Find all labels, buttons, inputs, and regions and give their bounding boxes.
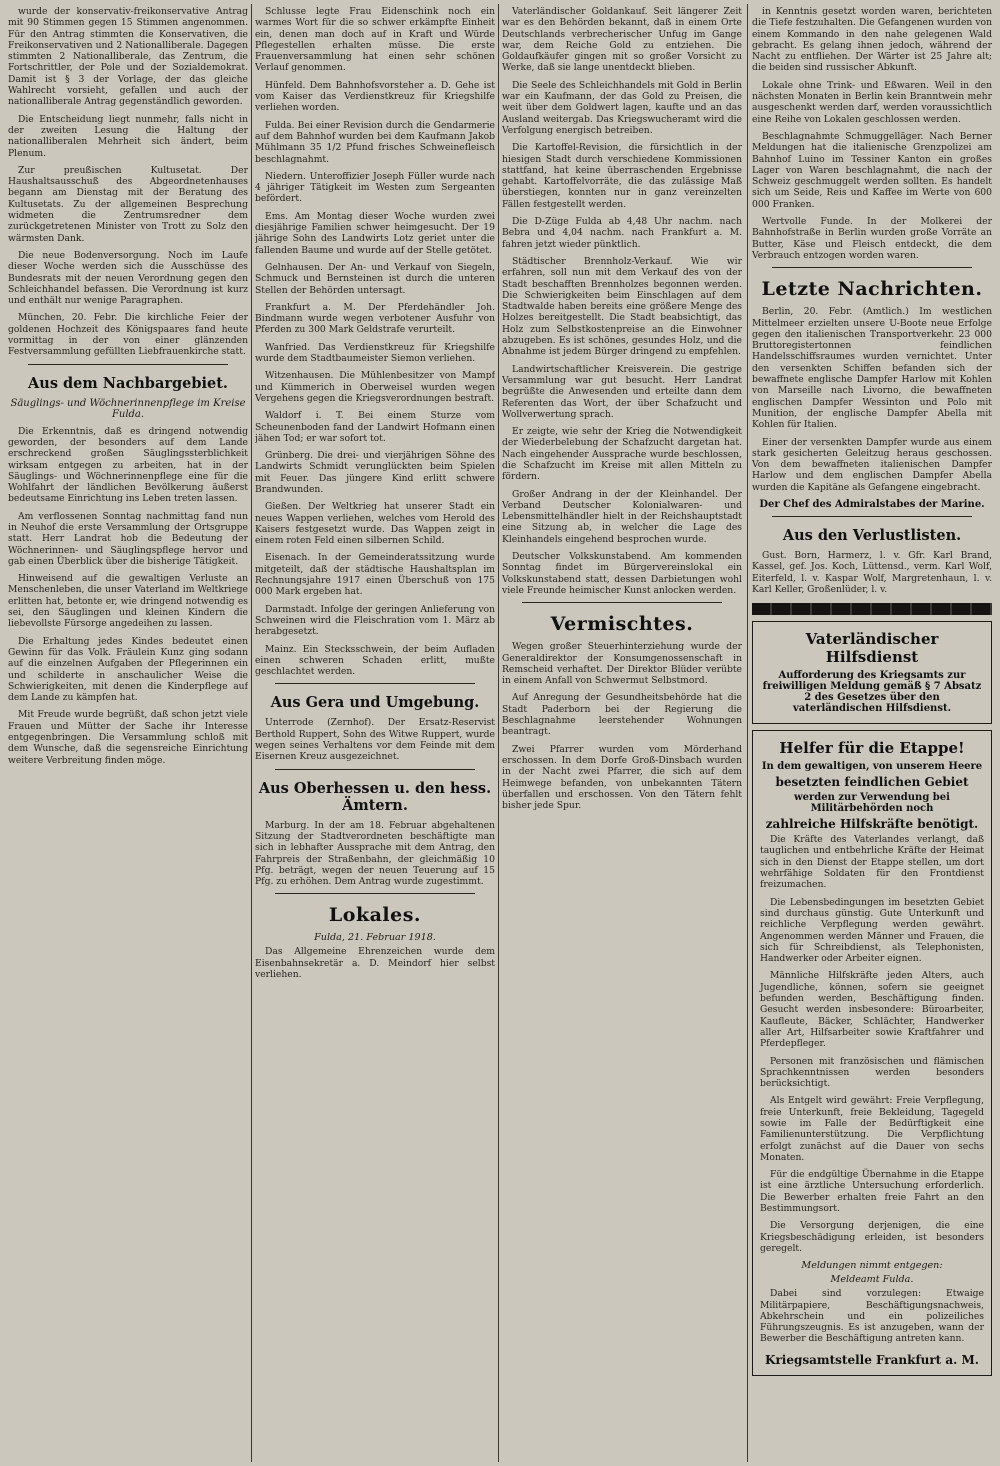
dateline: Fulda, 21. Februar 1918. — [314, 932, 436, 944]
etappe-emph: besetzten feindlichen Gebiet — [775, 775, 969, 790]
article-paragraph: Hünfeld. Dem Bahnhofsvorsteher a. D. Gehe ist vom Kaiser das Verdienstkreuz für Kriegshilfe verliehen worden. — [255, 79, 495, 114]
article-paragraph: in Kenntnis gesetzt worden waren, berichteten die Tiefe festzuhalten. Die Gefangenen wurden von einem Kommando in den nahe gelegenen Wald gebracht. Es gelang ihnen jedoch, während der Nacht zu entfliehen. Der Wärter ist 25 Jahre alt; die beiden sind russischer Abkunft. — [752, 6, 992, 74]
column-4 — [752, 6, 992, 1460]
article-paragraph: Einer der versenkten Dampfer wurde aus einem stark gesicherten Geleitzug heraus geschossen. Von dem bewaffneten italienischen Dampfer Harlow und dem englischen Dampfer Abella wurden die Kapitäne als Gefangene eingebracht. — [752, 436, 992, 493]
section-heading-letzte-nachrichten: Letzte Nachrichten. — [761, 278, 983, 301]
etappe-meldeamt: Meldeamt Fulda. — [830, 1274, 914, 1286]
article-paragraph: Städtischer Brennholz-Verkauf. Wie wir erfahren, soll nun mit dem Verkauf des von der Stadt beschafften Brennholzes begonnen werden. Die Schwierigkeiten beim Einschlagen auf dem Stadtwalde haben bereits eine größere Menge des Holzes bereitgestellt. Die Stadt beabsichtigt, das Holz zum Selbstkostenpreise an die Einwohner abzugeben. Es ist schönes, gesundes Holz, und die Abnahme ist jedem Bürger dringend zu empfehlen. — [502, 255, 742, 358]
section-heading-nachbargebiet: Aus dem Nachbargebiet. — [28, 374, 228, 392]
article-paragraph: Mit Freude wurde begrüßt, daß schon jetzt viele Frauen und Mütter der Sache ihr Interesse entgegenbringen. Die Versammlung schloß mit dem Wunsche, daß die segensreiche Einrichtung weitere Verbreitung finden möge. — [8, 709, 248, 766]
article-paragraph: wurde der konservativ-freikonservative Antrag mit 90 Stimmen gegen 15 Stimmen angenommen. Für den Antrag stimmten die Konservativen, die Freikonservativen und 2 Nationalliberale. Dagegen stimmten 2 Nationalliberale, das Zentrum, die Fortschrittler, der Pole und der Sozialdemokrat. Damit ist § 3 der Vorlage, der das gleiche Wahlrecht vorsieht, gefallen und auch der nationalliberale Antrag gegenständlich geworden. — [8, 6, 248, 108]
article-paragraph: Schlusse legte Frau Eidenschink noch ein warmes Wort für die so schwer erkämpfte Einheit ein, denen man doch auf in Kraft und Würde Pflegestellen erhalten müsse. Die erste Frauenversammlung hat einen sehr schönen Verlauf genommen. — [255, 6, 495, 74]
article-paragraph: Am verflossenen Sonntag nachmittag fand nun in Neuhof die erste Versammlung der Ortsgruppe statt. Herr Landrat hob die Bedeutung der Wöchnerinnen- und Säuglingspflege hervor und gab einen Überblick über die bisherige Tätigkeit. — [8, 510, 248, 567]
separator — [522, 602, 722, 603]
article-paragraph: Das Allgemeine Ehrenzeichen wurde dem Eisenbahnsekretär a. D. Meindorf hier selbst verliehen. — [255, 946, 495, 980]
article-paragraph: Lokale ohne Trink- und Eßwaren. Weil in den nächsten Monaten in Berlin kein Branntwein mehr ausgeschenkt werden darf, werden voraussichtlich eine Reihe von Lokalen geschlossen werden. — [752, 79, 992, 125]
etappe-emph2: zahlreiche Hilfskräfte benötigt. — [765, 817, 979, 832]
article-paragraph: Die Erhaltung jedes Kindes bedeutet einen Gewinn für das Volk. Fräulein Kunz ging sodann auf die einzelnen Aufgaben der Pflegerinnen ein und schilderte in anschaulicher Weise die Schwierigkeiten, mit denen die Kinderpflege auf dem Lande zu kämpfen hat. — [8, 635, 248, 704]
article-paragraph: Frankfurt a. M. Der Pferdehändler Joh. Bindmann wurde wegen verbotener Ausfuhr von Pferden zu 300 Mark Geldstrafe verurteilt. — [255, 301, 495, 336]
separator — [772, 516, 972, 517]
article-paragraph: Marburg. In der am 18. Februar abgehaltenen Sitzung der Stadtverordneten beschäftigte man sich in lebhafter Aussprache mit dem Antrag, den Fahrpreis der Straßenbahn, der gleichmäßig 10 Pfg. beträgt, wegen der neuen Teuerung auf 15 Pfg. zu erhöhen. Dem Antrag wurde zugestimmt. — [255, 819, 495, 888]
article-paragraph: Wertvolle Funde. In der Molkerei der Bahnhofstraße in Berlin wurden große Vorräte an Butter, Käse und Fleisch entdeckt, die dem Verbrauch entzogen worden waren. — [752, 216, 992, 261]
hilfsdienst-box — [752, 621, 992, 724]
section-heading-lokales: Lokales. — [328, 904, 422, 927]
hilfsdienst-title: Vaterländischer Hilfsdienst — [805, 630, 939, 667]
article-paragraph: Zur preußischen Kultusetat. Der Haushaltsausschuß des Abgeordnetenhauses begann am Dienstag mit der Beratung des Kultusetats. Zu der allgemeinen Besprechung widmeten die Zentrumsredner dem zurückgetretenen Minister von Trott zu Solz den wärmsten Dank. — [8, 164, 248, 244]
article-paragraph: Die Kartoffel-Revision, die fürsichtlich in der hiesigen Stadt durch verschiedene Kommissionen stattfand, hat keine überraschenden Ergebnisse gehabt. Kartoffelvorräte, die das zulässige Maß überstiegen, konnten nur in ganz vereinzelten Fällen festgestellt werden. — [502, 142, 742, 210]
article-paragraph: Eisenach. In der Gemeinderatssitzung wurde mitgeteilt, daß der städtische Haushaltsplan im Rechnungsjahre 1917 einen Überschuß von 175 000 Mark ergeben hat. — [255, 552, 495, 598]
hilfsdienst-subtitle: Aufforderung des Kriegsamts zur freiwilligen Meldung gemäß § 7 Absatz 2 des Gesetzes über den vaterländischen Hilfsdienst. — [762, 670, 982, 715]
article-paragraph: Hinweisend auf die gewaltigen Verluste an Menschenleben, die unser Vaterland im Weltkriege erlitten hat, betonte er, wie dringend notwendig es sei, den Säuglingen und kleinen Kindern die liebevollste Fürsorge angedeihen zu lassen. — [8, 573, 248, 630]
article-paragraph: Die Seele des Schleichhandels mit Gold in Berlin war ein Kaufmann, der das Gold zu Preisen, die weit über dem Goldwert lagen, kaufte und an das Ausland weitergab. Das Kriegswucheramt wird die Verfolgung energisch betreiben. — [502, 79, 742, 136]
separator — [28, 364, 228, 365]
separator — [772, 267, 972, 268]
article-paragraph: Die Erkenntnis, daß es dringend notwendig geworden, der besonders auf dem Lande erschreckend großen Säuglingssterblichkeit wirksam entgegen zu arbeiten, hat in der Säuglings- und Wöchnerinnenpflege eine für die Wohlfahrt der ländlichen Bevölkerung äußerst bedeutsame Einrichtung ins Leben treten lassen. — [8, 425, 248, 505]
etappe-paragraph: Die Kräfte des Vaterlandes verlangt, daß tauglichen und entbehrliche Kräfte der Heimat sich in den Dienst der Etappe stellen, um dort wehrfähige Soldaten für den Frontdienst freizumachen. — [760, 834, 984, 891]
etappe-meldungen: Meldungen nimmt entgegen: — [801, 1260, 943, 1272]
etappe-box — [752, 730, 992, 1376]
etappe-title: Helfer für die Etappe! — [779, 739, 965, 758]
article-paragraph: Grünberg. Die drei- und vierjährigen Söhne des Landwirts Schmidt verunglückten beim Spielen mit Feuer. Das jüngere Kind erlitt schwere Brandwunden. — [255, 450, 495, 495]
separator — [275, 893, 475, 894]
article-paragraph: Fulda. Bei einer Revision durch die Gendarmerie auf dem Bahnhof wurden bei dem Kaufmann Jakob Mühlmann 35 1/2 Pfund frisches Schweinefleisch beschlagnahmt. — [255, 119, 495, 165]
dark-divider-bar — [752, 603, 992, 615]
article-paragraph: Vaterländischer Goldankauf. Seit längerer Zeit war es den Behörden bekannt, daß in einem Orte Deutschlands verbrecherischer Unfug im Gange war, dem Reiche Gold zu entziehen. Die Goldaufkäufer gingen mit so großer Vorsicht zu Werke, daß sie lange unentdeckt blieben. — [502, 6, 742, 74]
article-paragraph: Mainz. Ein Stecksschwein, der beim Aufladen einen schweren Schaden erlitt, mußte geschlachtet werden. — [255, 643, 495, 678]
kriegsamt-signature: Kriegsamtstelle Frankfurt a. M. — [765, 1352, 979, 1367]
etappe-paragraph: Personen mit französischen und flämischen Sprachkenntnissen werden besonders berücksichtigt. — [760, 1055, 984, 1090]
article-paragraph: Zwei Pfarrer wurden vom Mörderhand erschossen. In dem Dorfe Groß-Dinsbach wurden in der Nacht zwei Pfarrer, die sich auf dem Heimwege befanden, von unbekannten Tätern überfallen und erschossen. Von den Tätern fehlt bisher jede Spur. — [502, 743, 742, 812]
admiralty-signature: Der Chef des Admiralstabes der Marine. — [759, 498, 985, 510]
section-subheading: Säuglings- und Wöchnerinnenpflege im Kreise Fulda. — [10, 397, 246, 420]
article-paragraph: Gießen. Der Weltkrieg hat unserer Stadt ein neues Wappen verliehen, welches vom Herold des Kaisers festgesetzt wurde. Das Wappen zeigt in einem roten Feld einen silbernen Schild. — [255, 501, 495, 547]
article-paragraph: Unterrode (Zernhof). Der Ersatz-Reservist Berthold Ruppert, Sohn des Witwe Ruppert, wurde wegen seines Verhaltens vor dem Feinde mit dem Eisernen Kreuz ausgezeichnet. — [255, 717, 495, 763]
etappe-paragraph: Für die endgültige Übernahme in die Etappe ist eine ärztliche Untersuchung erforderlich. Die Bewerber erhalten freie Fahrt an den Bestimmungsort. — [760, 1169, 984, 1215]
etappe-paragraph: Männliche Hilfskräfte jeden Alters, auch Jugendliche, können, sofern sie geeignet befunden werden, Beschäftigung finden. Gesucht werden insbesondere: Büroarbeiter, Kaufleute, Bäcker, Schlächter, Handwerker aller Art, Hilfsarbeiter sowie Kraftfahrer und Pferdepfleger. — [760, 970, 984, 1050]
column-rule — [251, 4, 252, 1462]
article-paragraph: Gelnhausen. Der An- und Verkauf von Siegeln, Schmuck und Bernsteinen ist durch die unteren Stellen der Behörden untersagt. — [255, 261, 495, 296]
article-paragraph: Deutscher Volkskunstabend. Am kommenden Sonntag findet im Bürgervereinslokal ein Volkskunstabend statt, dessen Darbietungen wohl viele Freunde heimischer Kunst anlocken werden. — [502, 551, 742, 596]
article-paragraph: Die neue Bodenversorgung. Noch im Laufe dieser Woche werden sich die Ausschüsse des Bundesrats mit der neuen Verordnung gegen den Schleichhandel befassen. Die Verordnung ist kurz und enthält nur wenige Paragraphen. — [8, 249, 248, 307]
section-heading-vermischtes: Vermischtes. — [550, 613, 694, 636]
etappe-lead: In dem gewaltigen, von unserem Heere — [761, 761, 983, 773]
column-1 — [8, 6, 248, 1460]
etappe-paragraph: Die Versorgung derjenigen, die eine Kriegsbeschädigung erleiden, ist besonders geregelt. — [760, 1220, 984, 1254]
article-paragraph: Die Entscheidung liegt nunmehr, falls nicht in der zweiten Lesung die Haltung der nationalliberalen Mehrheit sich ändert, beim Plenum. — [8, 113, 248, 159]
article-paragraph: Berlin, 20. Febr. (Amtlich.) Im westlichen Mittelmeer erzielten unsere U-Boote neue Erfolge gegen den italienischen Transportverkehr. 23 000 Bruttoregistertonnen feindlichen Handelsschiffsraumes wurden vernichtet. Unter den versenkten Schiffen befanden sich der bewaffnete englische Dampfer Harlow mit Kohlen von Marseille nach Livorno, die bewaffneten englischen Dampfer Wessinton und Polo mit Munition, der englische Dampfer Abella mit Kohlen für Italien. — [752, 306, 992, 431]
etappe-paragraph: Als Entgelt wird gewährt: Freie Verpflegung, freie Unterkunft, freie Bekleidung, Tagegeld sowie im Falle der Bedürftigkeit eine Familienunterstützung. Die Verpflichtung erfolgt zunächst auf die Dauer von sechs Monaten. — [760, 1095, 984, 1163]
article-paragraph: Waldorf i. T. Bei einem Sturze vom Scheunenboden fand der Landwirt Hofmann einen jähen Tod; er war sofort tot. — [255, 410, 495, 444]
article-paragraph: Beschlagnahmte Schmuggelläger. Nach Berner Meldungen hat die italienische Grenzpolizei am Bahnhof Luino im Tessiner Kanton ein großes Lager von Waren beschlagnahmt, die nach der Schweiz geschmuggelt werden sollten. Es handelt sich um Seide, Reis und Kaffee im Werte von 600 000 Franken. — [752, 130, 992, 210]
article-paragraph: München, 20. Febr. Die kirchliche Feier der goldenen Hochzeit des Königspaares fand heute vormittag in der von einer glänzenden Festversammlung gefüllten Liebfrauenkirche statt. — [8, 312, 248, 358]
article-paragraph: Niedern. Unteroffizier Joseph Füller wurde nach 4 jähriger Tätigkeit im Westen zum Sergeanten befördert. — [255, 170, 495, 205]
article-paragraph: Landwirtschaftlicher Kreisverein. Die gestrige Versammlung war gut besucht. Herr Landrat begrüßte die Anwesenden und erteilte dann dem Referenten das Wort, der über Schafzucht und Wollverwertung sprach. — [502, 363, 742, 420]
column-3 — [502, 6, 742, 1460]
article-paragraph: Auf Anregung der Gesundheitsbehörde hat die Stadt Paderborn bei der Regierung die Beschlagnahme leerstehender Wohnungen beantragt. — [502, 692, 742, 738]
article-paragraph: Ems. Am Montag dieser Woche wurden zwei diesjährige Familien schwer heimgesucht. Der 19 jährige Sohn des Landwirts Lotz geriet unter die fallenden Baume und wurde auf der Stelle getötet. — [255, 210, 495, 256]
article-paragraph: Großer Andrang in der der Kleinhandel. Der Verband Deutscher Kolonialwaren- und Lebensmittelhändler hielt in der Reichshauptstadt eine Sitzung ab, in welcher die Lage des Kleinhandels eingehend besprochen wurde. — [502, 488, 742, 545]
column-rule — [747, 4, 748, 1462]
etappe-paragraph: Dabei sind vorzulegen: Etwaige Militärpapiere, Beschäftigungsnachweis, Abkehrschein und ein polizeiliches Führungszeugnis. Es ist anzugeben, wann der Bewerber die Beschäftigung antreten kann. — [760, 1288, 984, 1345]
article-paragraph: Gust. Born, Harmerz, l. v. Gfr. Karl Brand, Kassel, gef. Jos. Koch, Lüttensd., verm. Karl Wolf, Eiterfeld, l. v. Kaspar Wolf, Margretenhaun, l. v. Karl Keller, Großenlüder, l. v. — [752, 549, 992, 595]
column-rule — [498, 4, 499, 1462]
section-heading-oberhessen: Aus Oberhessen u. den hess. Ämtern. — [258, 779, 492, 814]
etappe-paragraph: Die Lebensbedingungen im besetzten Gebiet sind durchaus günstig. Gute Unterkunft und reichliche Verpflegung werden gewährt. Angenommen werden Männer und Frauen, die sich für Schreibdienst, als Telephonisten, Handwerker oder Arbeiter eignen. — [760, 896, 984, 965]
separator — [275, 769, 475, 770]
separator — [275, 683, 475, 684]
article-paragraph: Wanfried. Das Verdienstkreuz für Kriegshilfe wurde dem Stadtbaumeister Siemon verliehen. — [255, 341, 495, 365]
section-heading-verlustlisten: Aus den Verlustlisten. — [782, 526, 962, 544]
etappe-lead2: werden zur Verwendung bei Militärbehörden noch — [794, 792, 950, 815]
article-paragraph: Wegen großer Steuerhinterziehung wurde der Generaldirektor der Konsumgenossenschaft in Remscheid verhaftet. Der Direktor Blüder verübte in einem Anfall von Schwermut Selbstmord. — [502, 641, 742, 687]
article-paragraph: Er zeigte, wie sehr der Krieg die Notwendigkeit der Wiederbelebung der Schafzucht dargetan hat. Nach eingehender Aussprache wurde beschlossen, die Schafzucht im Kreise mit allen Mitteln zu fördern. — [502, 426, 742, 483]
article-paragraph: Witzenhausen. Die Mühlenbesitzer von Mampf und Kümmerich in Oberweisel wurden wegen Vergehens gegen die Kriegsverordnungen bestraft. — [255, 370, 495, 404]
article-paragraph: Die D-Züge Fulda ab 4,48 Uhr nachm. nach Bebra und 4,04 nachm. nach Frankfurt a. M. fahren jetzt wieder pünktlich. — [502, 216, 742, 250]
column-2 — [255, 6, 495, 1460]
section-heading-gera: Aus Gera und Umgebung. — [270, 694, 480, 712]
article-paragraph: Darmstadt. Infolge der geringen Anlieferung von Schweinen wird die Fleischration vom 1. März ab herabgesetzt. — [255, 603, 495, 638]
